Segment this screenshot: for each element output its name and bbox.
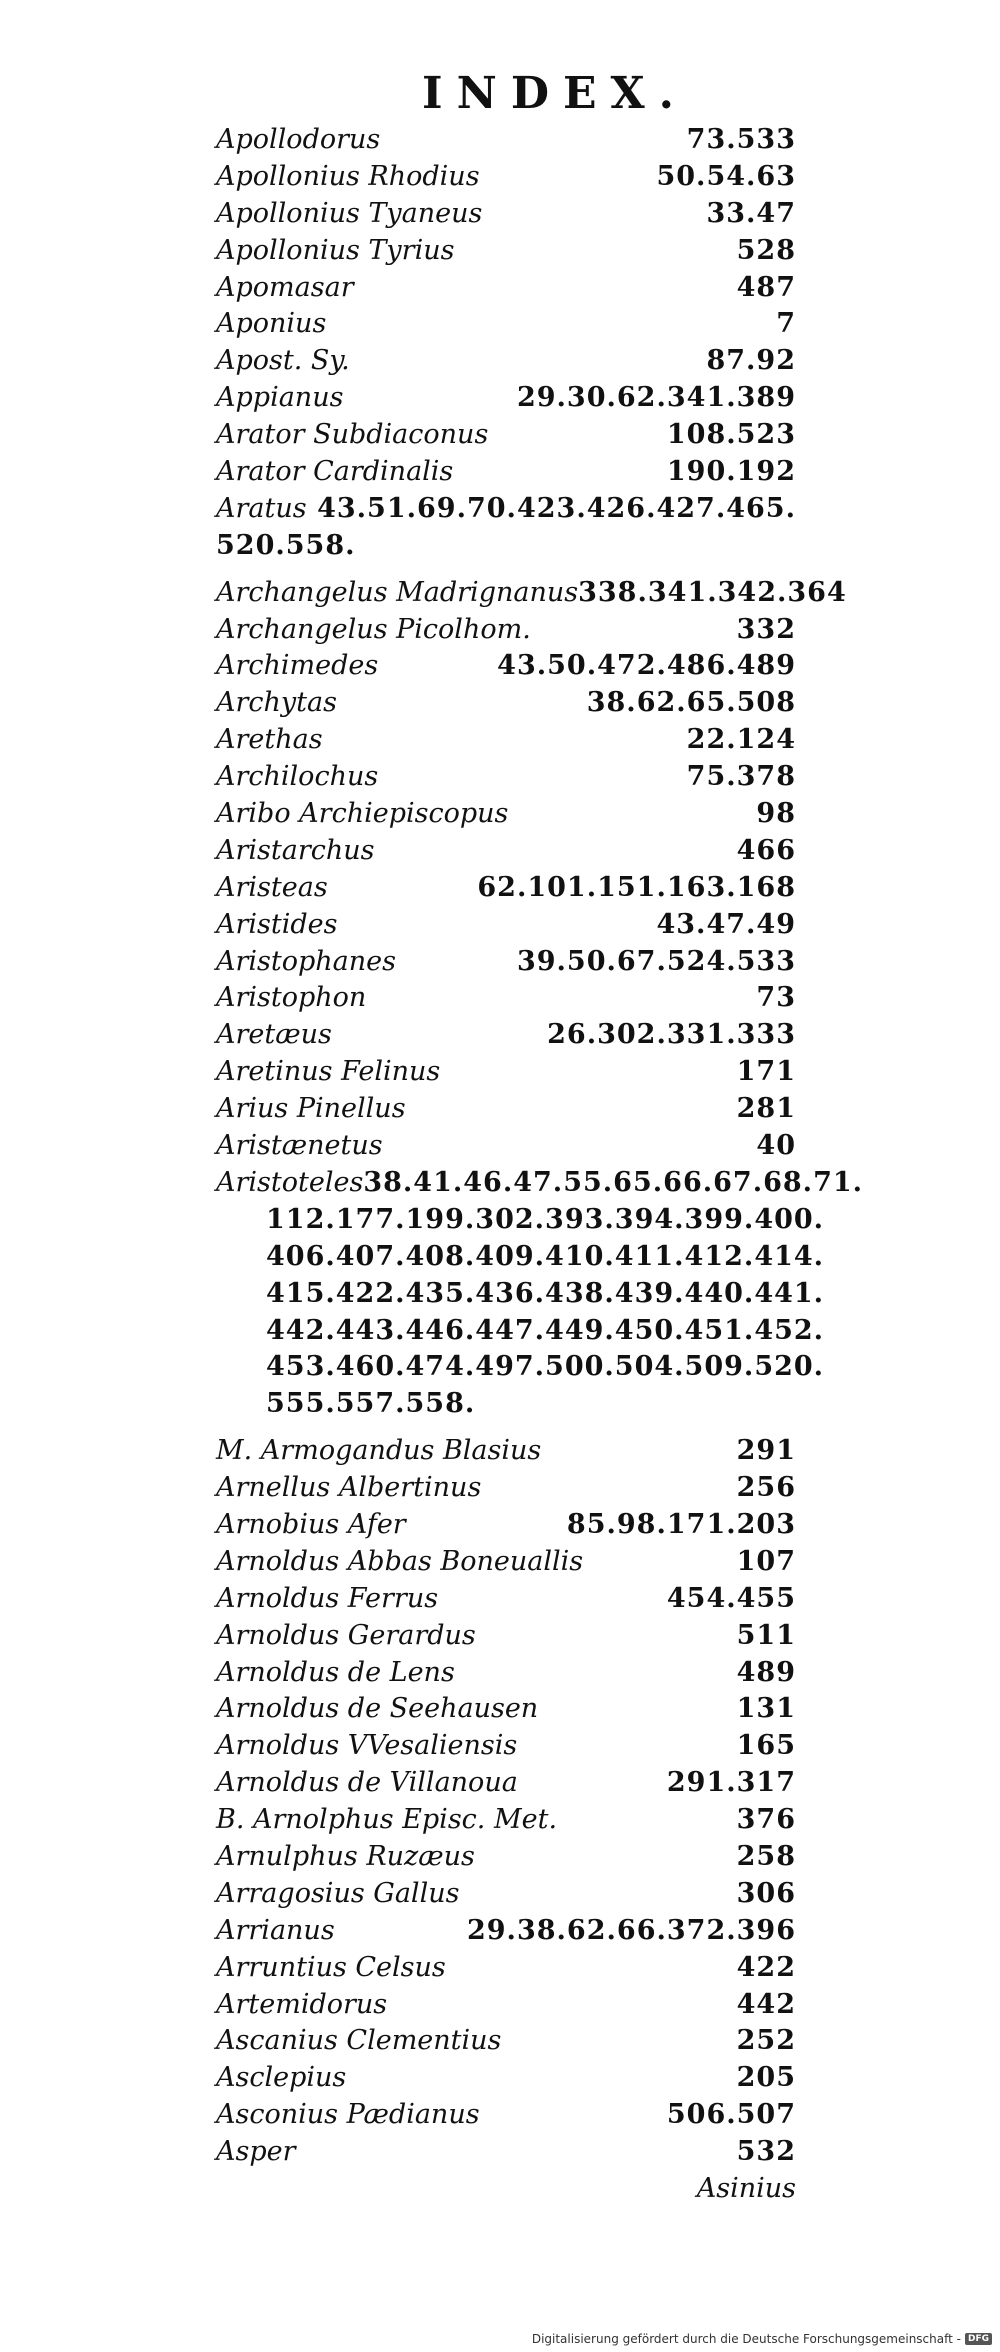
entry-name: Arragosius Gallus (216, 1877, 460, 1909)
entry-pages-continued: 520.558. (216, 529, 356, 561)
entry-pages: 62.101.151.163.168 (477, 871, 796, 903)
index-entry (216, 685, 796, 722)
entry-row (216, 1839, 796, 1876)
entry-row (216, 685, 796, 722)
index-entry (216, 306, 796, 343)
entry-pages: 43.51.69.70.423.426.427.465. (317, 492, 796, 524)
entry-pages: 376 (736, 1804, 796, 1836)
entry-pages: 73 (756, 982, 796, 1014)
index-entry (216, 1618, 796, 1655)
index-entry (216, 2097, 796, 2134)
entry-row (216, 270, 796, 307)
entry-name: Apollonius Rhodius (216, 160, 480, 192)
entry-name: Aretinus Felinus (216, 1056, 441, 1088)
index-entry (216, 833, 796, 870)
entry-name: Aponius (216, 308, 327, 340)
entry-pages: 43.47.49 (656, 908, 796, 940)
entry-pages: 422 (736, 1951, 796, 1983)
entry-name: Aristides (216, 908, 338, 940)
entry-pages: 29.30.62.341.389 (516, 382, 796, 414)
index-entry (216, 648, 796, 685)
entry-pages: 511 (736, 1619, 796, 1651)
entry-pages: 489 (736, 1656, 796, 1688)
entry-row (216, 722, 796, 759)
entry-pages: 258 (736, 1840, 796, 1872)
entry-pages-continued: 453.460.474.497.500.504.509.520. (266, 1351, 825, 1383)
entry-pages: 442 (736, 1988, 796, 2020)
entry-name: Aristænetus (216, 1130, 383, 1162)
entry-row (216, 575, 847, 612)
entry-name: Ascanius Clementius (216, 2025, 502, 2057)
entry-pages: 43.50.472.486.489 (497, 650, 796, 682)
entry-name: Asconius Pædianus (216, 2099, 480, 2131)
entry-pages: 528 (736, 234, 796, 266)
entry-pages: 466 (736, 834, 796, 866)
footer (532, 2332, 992, 2346)
entry-row (216, 343, 796, 380)
catchword: Asinius (696, 2172, 796, 2204)
entry-name: Apollodorus (216, 124, 381, 155)
entry-pages: 26.302.331.333 (547, 1019, 796, 1051)
index-entry (216, 1765, 796, 1802)
entry-row (216, 1128, 796, 1165)
entry-name: Aristoteles (216, 1166, 364, 1198)
index-entry (216, 1165, 864, 1433)
entry-name: Asclepius (216, 2062, 347, 2094)
entry-name: B. Arnolphus Episc. Met. (216, 1804, 558, 1836)
index-entry (216, 1433, 796, 1470)
entry-row (216, 1507, 796, 1544)
entry-name: Aristophon (216, 982, 367, 1014)
entry-row (216, 648, 796, 685)
index-entry (216, 122, 796, 159)
entry-row (216, 491, 796, 528)
index-entry (216, 196, 796, 233)
entry-row (216, 2097, 796, 2134)
entry-pages: 73.533 (686, 124, 796, 155)
index-entry (216, 1913, 796, 1950)
entry-name: M. Armogandus Blasius (216, 1435, 542, 1467)
index-entry (216, 1987, 796, 2024)
entry-pages: 532 (736, 2136, 796, 2168)
index-entry (216, 1950, 796, 1987)
index-entry (216, 2060, 796, 2097)
entry-row (216, 1054, 796, 1091)
index-entry (216, 2023, 796, 2060)
entry-row (216, 1950, 796, 1987)
entry-name: Appianus (216, 382, 344, 414)
index-entry (216, 1876, 796, 1913)
entry-spacer (216, 1423, 796, 1433)
entry-row (216, 2023, 796, 2060)
entry-row (216, 2060, 796, 2097)
entry-name: Apost. Sy. (216, 345, 350, 377)
entry-pages: 50.54.63 (656, 160, 796, 192)
index-entry (216, 575, 847, 612)
entry-name: Aristarchus (216, 834, 375, 866)
entry-name: Aribo Archiepiscopus (216, 798, 509, 830)
entry-row (216, 1581, 796, 1618)
entry-row (216, 759, 796, 796)
entry-name: Arnoldus VVesaliensis (216, 1730, 518, 1762)
index-entry (216, 1507, 796, 1544)
footer-text: Digitalisierung gefördert durch die Deutsche Forschungsgemeinschaft - (531, 2332, 961, 2346)
entry-row (216, 870, 796, 907)
entry-pages: 256 (736, 1472, 796, 1504)
index-entry (216, 2134, 796, 2171)
entry-pages: 306 (736, 1877, 796, 1909)
index-entry (216, 980, 796, 1017)
index-entry (216, 380, 796, 417)
index-entry (216, 796, 796, 833)
entry-name: Aristophanes (216, 945, 396, 977)
index-entry (216, 1470, 796, 1507)
index-entry (216, 612, 796, 649)
entry-name: Asper (216, 2136, 296, 2168)
entry-name: Arnoldus Abbas Boneuallis (216, 1545, 584, 1577)
entry-pages: 107 (736, 1545, 796, 1577)
entry-pages: 171 (736, 1056, 796, 1088)
entry-row (216, 796, 796, 833)
index-entry (216, 491, 796, 575)
index-entry (216, 759, 796, 796)
entry-pages: 87.92 (706, 345, 796, 377)
entry-row (216, 159, 796, 196)
entry-row (216, 2134, 796, 2171)
entry-name: Apollonius Tyrius (216, 234, 455, 266)
entry-row (216, 1433, 796, 1470)
entry-pages: 332 (736, 613, 796, 645)
entry-row (216, 417, 796, 454)
entry-pages: 131 (736, 1693, 796, 1725)
entry-pages: 190.192 (666, 456, 796, 488)
entry-row (216, 980, 796, 1017)
entry-row (216, 122, 796, 159)
index-entry (216, 907, 796, 944)
entry-pages: 33.47 (706, 197, 796, 229)
entry-pages: 98 (756, 798, 796, 830)
index-entry (216, 1054, 796, 1091)
entry-pages: 29.38.62.66.372.396 (466, 1914, 796, 1946)
entry-name: Arator Subdiaconus (216, 419, 489, 451)
entry-pages: 75.378 (686, 761, 796, 793)
entry-row (216, 1618, 796, 1655)
entry-name: Archimedes (216, 650, 379, 682)
index-entry (216, 1128, 796, 1165)
entry-name: Aretæus (216, 1019, 332, 1051)
entry-name: Arnellus Albertinus (216, 1472, 482, 1504)
entry-row (216, 1470, 796, 1507)
entry-pages: 38.41.46.47.55.65.66.67.68.71. (363, 1166, 864, 1198)
entry-pages: 291.317 (666, 1767, 796, 1799)
dfg-logo-icon: DFG (965, 2333, 992, 2345)
entry-name: Arruntius Celsus (216, 1951, 446, 1983)
entry-pages-continued: 442.443.446.447.449.450.451.452. (266, 1314, 825, 1346)
entry-name: Arethas (216, 724, 323, 756)
entry-row (216, 833, 796, 870)
index-entry (216, 159, 796, 196)
entry-pages: 252 (736, 2025, 796, 2057)
entry-name: Arnulphus Ruzæus (216, 1840, 475, 1872)
entry-name: Apollonius Tyaneus (216, 197, 483, 229)
index-entries (216, 122, 864, 2208)
entry-pages: 7 (776, 308, 796, 340)
entry-row (216, 1765, 796, 1802)
entry-spacer (216, 565, 796, 575)
index-entry (216, 1728, 796, 1765)
entry-pages: 85.98.171.203 (566, 1508, 796, 1540)
entry-name: Aristeas (216, 871, 328, 903)
index-entry (216, 1017, 796, 1054)
entry-pages-continued: 415.422.435.436.438.439.440.441. (266, 1277, 825, 1309)
entry-pages: 487 (736, 271, 796, 303)
index-entry (216, 1802, 796, 1839)
entry-row (216, 1728, 796, 1765)
index-entry (216, 722, 796, 759)
entry-name: Artemidorus (216, 1988, 388, 2020)
entry-pages: 291 (736, 1435, 796, 1467)
entry-name: Archytas (216, 687, 337, 719)
entry-row (216, 1802, 796, 1839)
index-entry (216, 1581, 796, 1618)
entry-row (216, 196, 796, 233)
entry-name: Arnoldus Gerardus (216, 1619, 476, 1651)
index-entry (216, 1655, 796, 1692)
entry-name: Archilochus (216, 761, 379, 793)
entry-row (216, 1655, 796, 1692)
entry-pages-continued: 555.557.558. (266, 1388, 476, 1420)
entry-row (216, 1691, 796, 1728)
index-entry (216, 270, 796, 307)
entry-row (216, 380, 796, 417)
entry-name: Aratus (216, 492, 307, 524)
index-entry (216, 233, 796, 270)
entry-name: Arnoldus Ferrus (216, 1582, 439, 1614)
entry-row (216, 907, 796, 944)
entry-pages-continued: 112.177.199.302.393.394.399.400. (266, 1203, 825, 1235)
entry-name: Apomasar (216, 271, 354, 303)
entry-row (216, 612, 796, 649)
index-entry (216, 1091, 796, 1128)
entry-name: Arnoldus de Seehausen (216, 1693, 539, 1725)
entry-pages: 39.50.67.524.533 (516, 945, 796, 977)
entry-name: Arnobius Afer (216, 1508, 406, 1540)
entry-pages-continued: 406.407.408.409.410.411.412.414. (266, 1240, 825, 1272)
index-entry (216, 1691, 796, 1728)
entry-pages: 22.124 (686, 724, 796, 756)
entry-name: Arrianus (216, 1914, 335, 1946)
entry-row (216, 454, 796, 491)
index-entry (216, 870, 796, 907)
entry-row (216, 1017, 796, 1054)
entry-pages: 338.341.342.364 (578, 576, 847, 608)
entry-pages: 506.507 (666, 2099, 796, 2131)
entry-row (216, 233, 796, 270)
entry-name: Archangelus Picolhom. (216, 613, 531, 645)
index-entry (216, 454, 796, 491)
index-entry (216, 343, 796, 380)
index-entry (216, 1839, 796, 1876)
entry-pages: 108.523 (666, 419, 796, 451)
entry-pages: 165 (736, 1730, 796, 1762)
page-title: INDEX. (422, 68, 688, 119)
entry-pages: 454.455 (666, 1582, 796, 1614)
entry-row (216, 1165, 864, 1202)
entry-name: Arnoldus de Villanoua (216, 1767, 518, 1799)
entry-name: Arator Cardinalis (216, 456, 454, 488)
entry-row (216, 1987, 796, 2024)
entry-name: Archangelus Madrignanus (216, 576, 579, 608)
entry-row (216, 1544, 796, 1581)
entry-pages: 40 (756, 1130, 796, 1162)
entry-row (216, 1091, 796, 1128)
index-entry (216, 417, 796, 454)
entry-name: Arius Pinellus (216, 1093, 406, 1125)
index-entry (216, 944, 796, 981)
entry-row (216, 944, 796, 981)
entry-row (216, 306, 796, 343)
index-entry (216, 1544, 796, 1581)
entry-pages: 205 (736, 2062, 796, 2094)
entry-name: Arnoldus de Lens (216, 1656, 455, 1688)
entry-row (216, 1876, 796, 1913)
entry-pages: 281 (736, 1093, 796, 1125)
entry-pages: 38.62.65.508 (586, 687, 796, 719)
entry-row (216, 1913, 796, 1950)
